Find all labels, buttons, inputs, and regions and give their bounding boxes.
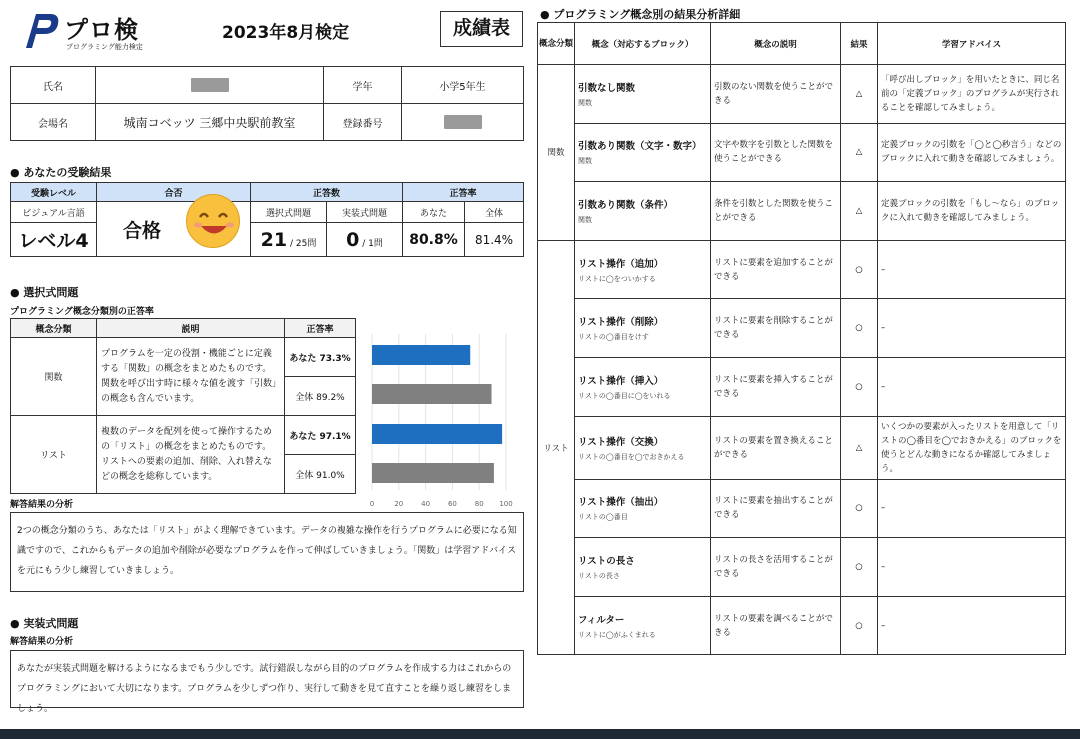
result-mark: ○: [841, 357, 878, 416]
impl-section-title: ● 実装式問題: [10, 617, 79, 630]
logo-text: プロ検: [64, 16, 139, 44]
logo-subtitle: プログラミング能力検定: [66, 43, 143, 51]
detail-header-advice: 学習アドバイス: [878, 23, 1066, 65]
result-mark: ○: [841, 240, 878, 299]
chart-bar: [372, 384, 492, 404]
reg-label: 登録番号: [324, 104, 402, 141]
detail-desc: リストの長さを活用することができる: [711, 538, 841, 597]
detail-desc: リストに要素を抽出することができる: [711, 479, 841, 538]
detail-row: リストの長さ リストの長さ: [575, 538, 711, 597]
detail-row: 引数なし関数 関数: [575, 65, 711, 124]
you-rate: 80.8%: [403, 223, 465, 257]
grade-value: 小学5年生: [402, 67, 524, 104]
detail-group-function: 関数: [538, 65, 575, 241]
choice-analysis-title: 解答結果の分析: [10, 500, 74, 510]
advice-text: –: [878, 299, 1066, 358]
detail-desc: リストに要素を追加することができる: [711, 240, 841, 299]
x-tick-label: 20: [394, 500, 404, 508]
exam-title: 2023年8月検定: [222, 23, 350, 43]
pass-value: 合格: [123, 219, 162, 242]
reg-value: [402, 104, 524, 141]
results-table: [10, 182, 524, 257]
result-mark: △: [841, 123, 878, 182]
advice-text: –: [878, 479, 1066, 538]
advice-text: –: [878, 357, 1066, 416]
impl-analysis-title: 解答結果の分析: [10, 637, 74, 647]
concept-detail-table: [537, 22, 1066, 655]
concept-function: 関数: [11, 338, 97, 416]
result-mark: ○: [841, 596, 878, 655]
advice-text: 「呼び出しブロック」を用いたときに、同じ名前の「定義ブロック」のプログラムが実行されることを確認してみましょう。: [878, 65, 1066, 124]
name-value: [96, 67, 324, 104]
detail-header-category: 概念分類: [538, 23, 575, 65]
detail-desc: リストの要素を置き換えることができる: [711, 416, 841, 479]
x-tick-label: 0: [369, 500, 375, 508]
advice-text: –: [878, 240, 1066, 299]
x-tick-label: 60: [447, 500, 457, 508]
detail-row: リスト操作（削除） リストの◯番目をけす: [575, 299, 711, 358]
smiley-sticker-icon: [186, 194, 240, 248]
detail-row: リスト操作（挿入） リストの◯番目に◯をいれる: [575, 357, 711, 416]
level-value: レベル4: [11, 223, 97, 257]
student-info-table: [10, 66, 524, 141]
result-mark: △: [841, 182, 878, 241]
chart-bar: [372, 424, 502, 444]
impl-analysis-text: あなたが実装式問題を解けるようになるまでもう少しです。試行錯誤しながら目的のプログラムを作成する力はこれからのプログラミングにおいて大切になります。プログラムを少しずつ作り、実行して動きを見て直すことを繰り返し練習をしましょう。: [10, 650, 524, 708]
detail-desc: 文字や数字を引数とした関数を使うことができる: [711, 123, 841, 182]
name-label: 氏名: [11, 67, 96, 104]
detail-row: 引数あり関数（条件） 関数: [575, 182, 711, 241]
concept-list-desc: 複数のデータを配列を使って操作するための「リスト」の概念をまとめたものです。リストへの要素の追加、削除、入れ替えなどの概念を総称しています。: [97, 416, 285, 494]
detail-header-desc: 概念の説明: [711, 23, 841, 65]
advice-text: いくつかの要素が入ったリストを用意して「リストの◯番目を◯でおきかえる」のブロックを使うとどんな動きになるか確認してみましょう。: [878, 416, 1066, 479]
result-mark: △: [841, 65, 878, 124]
detail-row: リスト操作（交換） リストの◯番目を◯でおきかえる: [575, 416, 711, 479]
rate-col-header: 正答率: [285, 319, 356, 338]
list-you-rate: あなた 97.1%: [285, 416, 356, 455]
x-tick-label: 100: [499, 500, 513, 508]
viewer-bottom-bar: [0, 729, 1080, 739]
x-tick-label: 80: [474, 500, 484, 508]
concept-function-desc: プログラムを一定の役割・機能ごとに定義する「関数」の概念をまとめたものです。関数を呼び出す時に様々な値を渡す「引数」の概念も含んでいます。: [97, 338, 285, 416]
impl-label: 実装式問題: [327, 202, 403, 223]
report-label: 成績表: [440, 11, 523, 47]
detail-row: リスト操作（抽出） リストの◯番目: [575, 479, 711, 538]
results-section-title: ● あなたの受験結果: [10, 166, 112, 179]
detail-header-result: 結果: [841, 23, 878, 65]
level-header: 受験レベル: [11, 183, 97, 202]
detail-desc: 引数のない関数を使うことができる: [711, 65, 841, 124]
detail-row: フィルター リストに◯がふくまれる: [575, 596, 711, 655]
detail-row: リスト操作（追加） リストに◯をついかする: [575, 240, 711, 299]
function-all-rate: 全体 89.2%: [285, 377, 356, 416]
function-you-rate: あなた 73.3%: [285, 338, 356, 377]
choice-score: 21 / 25問: [251, 223, 327, 257]
advice-text: 定義ブロックの引数を「◯と◯秒言う」などのブロックに入れて動きを確認してみましょう。: [878, 123, 1066, 182]
result-mark: ○: [841, 538, 878, 597]
choice-analysis-text: 2つの概念分類のうち、あなたは「リスト」がよく理解できています。データの複雑な操作を行うプログラムに必要になる知識ですので、これからもデータの追加や削除が必要なプログラムを作って伸ばしていきましょう。「関数」は学習アドバイスを元にもう少し練習していきましょう。: [10, 512, 524, 592]
x-tick-label: 40: [421, 500, 431, 508]
advice-text: –: [878, 538, 1066, 597]
desc-header: 説明: [97, 319, 285, 338]
chart-bar: [372, 463, 494, 483]
chart-bar: [372, 345, 470, 365]
detail-row: 引数あり関数（文字・数字） 関数: [575, 123, 711, 182]
detail-group-list: リスト: [538, 240, 575, 655]
concept-list: リスト: [11, 416, 97, 494]
detail-desc: リストの要素を調べることができる: [711, 596, 841, 655]
pro-ken-logo-icon: [20, 10, 60, 50]
you-label: あなた: [403, 202, 465, 223]
all-rate: 81.4%: [465, 223, 524, 257]
list-all-rate: 全体 91.0%: [285, 455, 356, 494]
venue-label: 会場名: [11, 104, 96, 141]
concept-header: 概念分類: [11, 319, 97, 338]
correct-header: 正答数: [251, 183, 403, 202]
result-mark: ○: [841, 299, 878, 358]
grade-label: 学年: [324, 67, 402, 104]
detail-section-title: ● プログラミング概念別の結果分析詳細: [540, 8, 741, 21]
impl-score: 0 / 1問: [327, 223, 403, 257]
pass-header: 合否: [97, 183, 251, 202]
concept-rate-table: [10, 318, 356, 494]
rate-header: 正答率: [403, 183, 524, 202]
detail-desc: リストに要素を挿入することができる: [711, 357, 841, 416]
venue-value: 城南コベッツ 三郷中央駅前教室: [96, 104, 324, 141]
choice-section-title: ● 選択式問題: [10, 286, 79, 299]
detail-header-concept: 概念（対応するブロック）: [575, 23, 711, 65]
choice-label: 選択式問題: [251, 202, 327, 223]
detail-desc: リストに要素を削除することができる: [711, 299, 841, 358]
result-mark: ○: [841, 479, 878, 538]
advice-text: –: [878, 596, 1066, 655]
all-label: 全体: [465, 202, 524, 223]
choice-subtitle: プログラミング概念分類別の正答率: [10, 307, 154, 317]
result-mark: △: [841, 416, 878, 479]
rate-bar-chart: [362, 334, 514, 512]
advice-text: 定義ブロックの引数を「もし〜なら」のブロックに入れて動きを確認してみましょう。: [878, 182, 1066, 241]
language-label: ビジュアル言語: [11, 202, 97, 223]
detail-desc: 条件を引数とした関数を使うことができる: [711, 182, 841, 241]
